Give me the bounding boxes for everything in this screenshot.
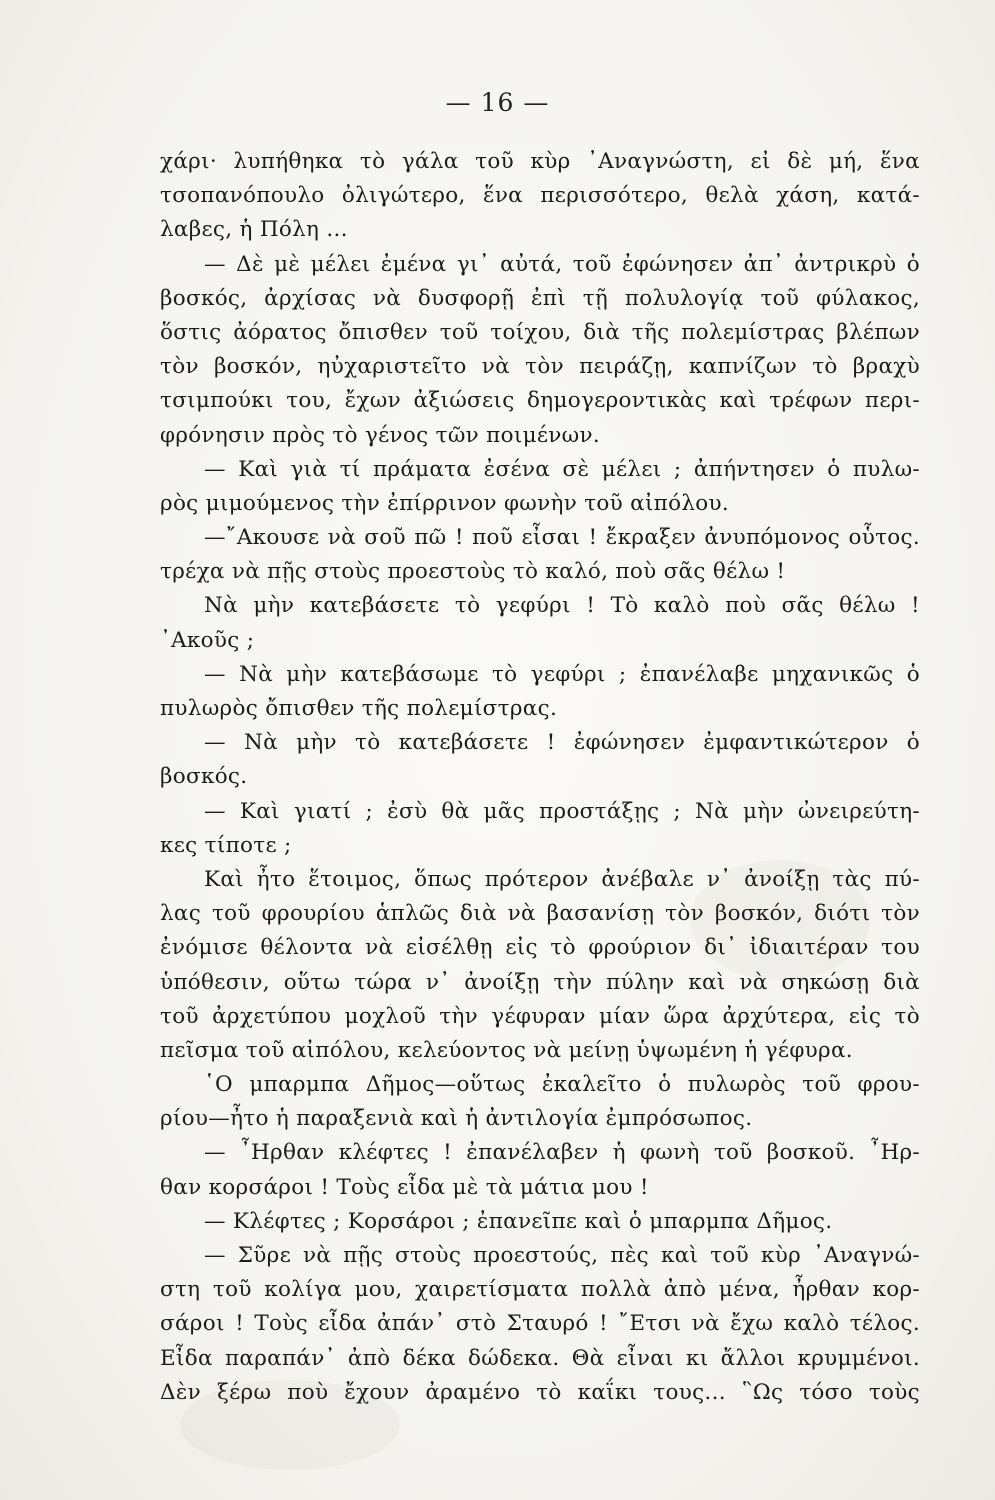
text-line: λας τοῦ φρουρίου ἁπλῶς διὰ νὰ βασανίσῃ τὸν βοσκόν, διότι τὸν: [160, 901, 920, 927]
text-line: τὸν βοσκόν, ηὐχαριστεῖτο νὰ τὸν πειράζῃ, καπνίζων τὸ βραχὺ: [160, 354, 920, 380]
text-line: —῎Ακουσε νὰ σοῦ πῶ ! ποῦ εἶσαι ! ἔκραξεν ἀνυπόμονος οὗτος.: [204, 525, 920, 551]
text-line: τοῦ ἀρχετύπου μοχλοῦ τὴν γέφυραν μίαν ὥρα ἀρχύτερα, εἰς τὸ: [160, 1003, 920, 1029]
text-line: — Καὶ γιὰ τί πράματα ἐσένα σὲ μέλει ; ἀπήντησεν ὁ πυλω-: [204, 456, 920, 482]
text-line: Νὰ μὴν κατεβάσετε τὸ γεφύρι ! Τὸ καλὸ ποὺ σᾶς θέλω !: [204, 593, 920, 619]
text-line: βοσκός, ἀρχίσας νὰ δυσφορῇ ἐπὶ τῇ πολυλογίᾳ τοῦ φύλακος,: [160, 285, 920, 311]
text-line: πεῖσμα τοῦ αἰπόλου, κελεύοντος νὰ μείνῃ ὑψωμένη ἡ γέφυρα.: [160, 1037, 853, 1063]
text-line: στη τοῦ κολίγα μου, χαιρετίσματα πολλὰ ἀπὸ μένα, ἦρθαν κορ-: [160, 1277, 920, 1303]
text-line: — Κλέφτες ; Κορσάροι ; ἐπανεῖπε καὶ ὁ μπαρμπα Δῆμος.: [204, 1208, 833, 1234]
text-line: τσοπανόπουλο ὀλιγώτερο, ἕνα περισσότερο, θελὰ χάση, κατά-: [160, 183, 920, 209]
text-line: ρίου—ἦτο ἡ παραξενιὰ καὶ ἡ ἀντιλογία ἐμπρόσωπος.: [160, 1106, 753, 1132]
text-line: θαν κορσάροι ! Τοὺς εἶδα μὲ τὰ μάτια μου !: [160, 1174, 649, 1200]
text-line: λαβες, ἡ Πόλη ...: [160, 217, 348, 243]
text-line: ἐνόμισε θέλοντα νὰ εἰσέλθῃ εἰς τὸ φρούριον δι᾿ ἰδιαιτέραν του: [160, 935, 920, 961]
text-line: φρόνησιν πρὸς τὸ γένος τῶν ποιμένων.: [160, 422, 600, 448]
text-line: σάροι ! Τοὺς εἶδα ἀπάν᾿ στὸ Σταυρό ! ῎Ετσι νὰ ἔχω καλὸ τέλος.: [160, 1311, 920, 1337]
text-line: ρὸς μιμούμενος τὴν ἐπίρρινον φωνὴν τοῦ αἰπόλου.: [160, 490, 730, 516]
body-text: [160, 145, 920, 1410]
text-line: — Νὰ μὴν κατεβάσωμε τὸ γεφύρι ; ἐπανέλαβε μηχανικῶς ὁ: [204, 661, 920, 687]
text-line: — ῏Ηρθαν κλέφτες ! ἐπανέλαβεν ἡ φωνὴ τοῦ βοσκοῦ. ῏Ηρ-: [204, 1140, 920, 1166]
text-line: — Δὲ μὲ μέλει ἐμένα γι᾿ αὐτά, τοῦ ἐφώνησεν ἀπ᾿ ἀντρικρὺ ὁ: [204, 251, 920, 277]
text-line: χάρι· λυπήθηκα τὸ γάλα τοῦ κὺρ ᾿Αναγνώστη, εἰ δὲ μή, ἕνα: [160, 149, 920, 174]
text-line: ῾Ο μπαρμπα Δῆμος—οὕτως ἐκαλεῖτο ὁ πυλωρὸς τοῦ φρου-: [204, 1072, 920, 1098]
text-line: τσιμπούκι του, ἔχων ἀξιώσεις δημογεροντικὰς καὶ τρέφων περι-: [160, 388, 920, 414]
text-line: πυλωρὸς ὄπισθεν τῆς πολεμίστρας.: [160, 696, 558, 721]
text-line: — Καὶ γιατί ; ἐσὺ θὰ μᾶς προστάξῃς ; Νὰ μὴν ὠνειρεύτη-: [204, 798, 920, 824]
text-line: Δὲν ξέρω ποὺ ἔχουν ἀραμένο τὸ καΐκι τους... ῝Ως τόσο τοὺς: [160, 1379, 920, 1405]
page-number: — 16 —: [445, 88, 550, 117]
text-line: ὅστις ἀόρατος ὄπισθεν τοῦ τοίχου, διὰ τῆς πολεμίστρας βλέπων: [160, 319, 920, 345]
text-line: ᾿Ακοῦς ;: [160, 627, 255, 653]
text-line: — Σῦρε νὰ πῇς στοὺς προεστούς, πὲς καὶ τοῦ κὺρ ᾿Αναγνώ-: [204, 1243, 920, 1268]
text-line: κες τίποτε ;: [160, 832, 292, 858]
text-line: τρέχα νὰ πῇς στοὺς προεστοὺς τὸ καλό, ποὺ σᾶς θέλω !: [160, 559, 786, 585]
text-line: Καὶ ἦτο ἕτοιμος, ὅπως πρότερον ἀνέβαλε ν᾿ ἀνοίξῃ τὰς πύ-: [204, 866, 920, 892]
text-line: — Νὰ μὴν τὸ κατεβάσετε ! ἐφώνησεν ἐμφαντικώτερον ὁ: [204, 730, 920, 756]
text-line: ὑπόθεσιν, οὕτω τώρα ν᾿ ἀνοίξῃ τὴν πύλην καὶ νὰ σηκώσῃ διὰ: [160, 969, 920, 995]
text-line: βοσκός.: [160, 764, 248, 790]
text-line: Εἶδα παραπάν᾿ ἀπὸ δέκα δώδεκα. Θὰ εἶναι κι ἄλλοι κρυμμένοι.: [160, 1345, 920, 1371]
